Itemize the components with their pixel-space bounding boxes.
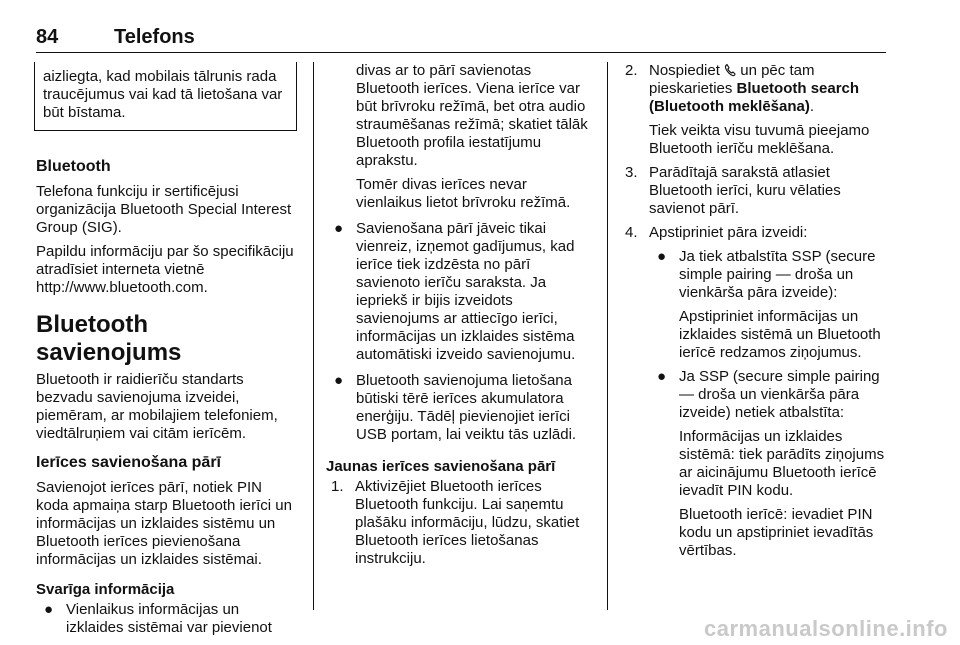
sub-list-item: [620, 368, 890, 422]
step-number: 4.: [625, 224, 638, 241]
new-pairing-heading: Jaunas ierīces savienošana pārī: [326, 458, 556, 475]
step-text: Aktivizējiet Bluetooth ierīces Bluetooth funkciju. Lai saņemtu plašāku informāciju, lūdzu, skatiet Bluetooth ierīces lietošanas instrukciju.: [355, 478, 580, 567]
bullet-continuation: divas ar to pārī savienotas Bluetooth ierīces. Viena ierīce var būt brīvroku režīmā, bet otra audio straumēšanas režīmā; skatiet tālāk Bluetooth profila iestatījumu aprakstu.: [356, 62, 588, 169]
sub-list-item: [620, 248, 890, 302]
sub-bullet-text: Ja SSP (secure simple pairing — droša un vienkārša pāra izveide) netiek atbalstīta:: [679, 368, 880, 421]
watermark: carmanualsonline.info: [704, 616, 948, 641]
column-3: [620, 62, 890, 566]
pairing-paragraph: Savienojot ierīces pārī, notiek PIN koda apmaiņa starp Bluetooth ierīci un informācijas un izklaides sistēmu un Bluetooth ierīces pievienošana informācijas un izklaides sistēmai.: [36, 479, 292, 568]
step-note: Tiek veikta visu tuvumā pieejamo Bluetooth ierīču meklēšana.: [649, 122, 870, 157]
step-text-start: Nospiediet: [649, 62, 720, 79]
list-item: [326, 372, 596, 444]
page-title: Telefons: [114, 26, 195, 48]
step-text: Parādītajā sarakstā atlasiet Bluetooth ierīci, kuru vēlaties savienot pārī.: [649, 164, 841, 217]
bullet-marker: ●: [44, 601, 54, 618]
phone-icon: [724, 63, 736, 77]
step-item: [326, 478, 596, 568]
step-text-end: .: [809, 98, 815, 115]
page-number: 84: [36, 26, 59, 48]
sub-bullet-text: Ja tiek atbalstīta SSP (secure simple pairing — droša un vienkārša pāra izveide):: [679, 248, 876, 301]
bullet-marker: ●: [334, 372, 344, 389]
sub-bullet-paragraph: Apstipriniet informācijas un izklaides sistēmā un Bluetooth ierīcē redzamos ziņojumus.: [679, 308, 881, 361]
bullet-marker: ●: [657, 248, 667, 265]
sub-bullet-paragraph: Bluetooth ierīcē: ievadiet PIN kodu un apstipriniet ievadītās vērtības.: [679, 506, 874, 559]
column-1: [36, 62, 298, 645]
bluetooth-search-label: Bluetooth search (Bluetooth meklēšana): [649, 80, 860, 115]
pairing-heading: Ierīces savienošana pārī: [36, 454, 221, 471]
step-text-middle: un pēc tam pieskarieties: [649, 62, 815, 97]
step-item: [620, 164, 890, 218]
bluetooth-paragraph-2: Papildu informāciju par šo specifikāciju atradīsiet interneta vietnē http://www.bluetooth.com.: [36, 243, 294, 296]
sub-bullet-paragraph: Informācijas un izklaides sistēmā: tiek parādīts ziņojums ar aicinājumu Bluetooth ierīcē ievadīt PIN kodu.: [679, 428, 885, 499]
column-2: [326, 62, 596, 574]
step-number: 3.: [625, 164, 638, 181]
bullet-text: Bluetooth savienojuma lietošana būtiski tērē ierīces akumulatora enerģiju. Tādēļ pievienojiet ierīci USB portam, lai veiktu tās uzlādi.: [356, 372, 577, 443]
step-number: 1.: [331, 478, 344, 495]
bullet-text: Savienošana pārī jāveic tikai vienreiz, izņemot gadījumus, kad ierīce tiek izdzēsta no pārī savienoto ierīču saraksta. Ja iepriekš ir bijis izveidots savienojums ar attiecīgo ierīci, informācijas un izklaides sistēma automātiski izveido savienojumu.: [356, 220, 576, 363]
bluetooth-heading: Bluetooth: [36, 158, 111, 175]
step-item: [620, 62, 890, 116]
important-info-heading: Svarīga informācija: [36, 581, 175, 598]
warning-note-box: [34, 62, 297, 131]
column-divider-1: [313, 62, 314, 610]
bullet-text: Vienlaikus informācijas un izklaides sistēmai var pievienot: [66, 601, 272, 636]
bullet-marker: ●: [334, 220, 344, 237]
column-divider-2: [607, 62, 608, 610]
page-header: [36, 26, 886, 52]
step-item: [620, 224, 890, 242]
header-divider: [36, 52, 886, 53]
list-item: [326, 220, 596, 364]
connection-heading: Bluetooth savienojums: [36, 311, 182, 366]
step-text: Apstipriniet pāra izveidi:: [649, 224, 808, 241]
bullet-continuation-paragraph: Tomēr divas ierīces nevar vienlaikus lietot brīvroku režīmā.: [356, 176, 571, 211]
bluetooth-paragraph-1: Telefona funkciju ir sertificējusi organizācija Bluetooth Special Interest Group (SIG).: [36, 183, 292, 236]
warning-note-text: aizliegta, kad mobilais tālrunis rada traucējumus vai kad tā lietošana var būt bīstama.: [43, 68, 283, 121]
list-item: [36, 601, 298, 637]
bullet-marker: ●: [657, 368, 667, 385]
connection-paragraph: Bluetooth ir raidierīču standarts bezvadu savienojuma izveidei, piemēram, ar mobilajiem telefoniem, viedtālruņiem vai citām ierīcēm.: [36, 371, 278, 442]
step-number: 2.: [625, 62, 638, 79]
